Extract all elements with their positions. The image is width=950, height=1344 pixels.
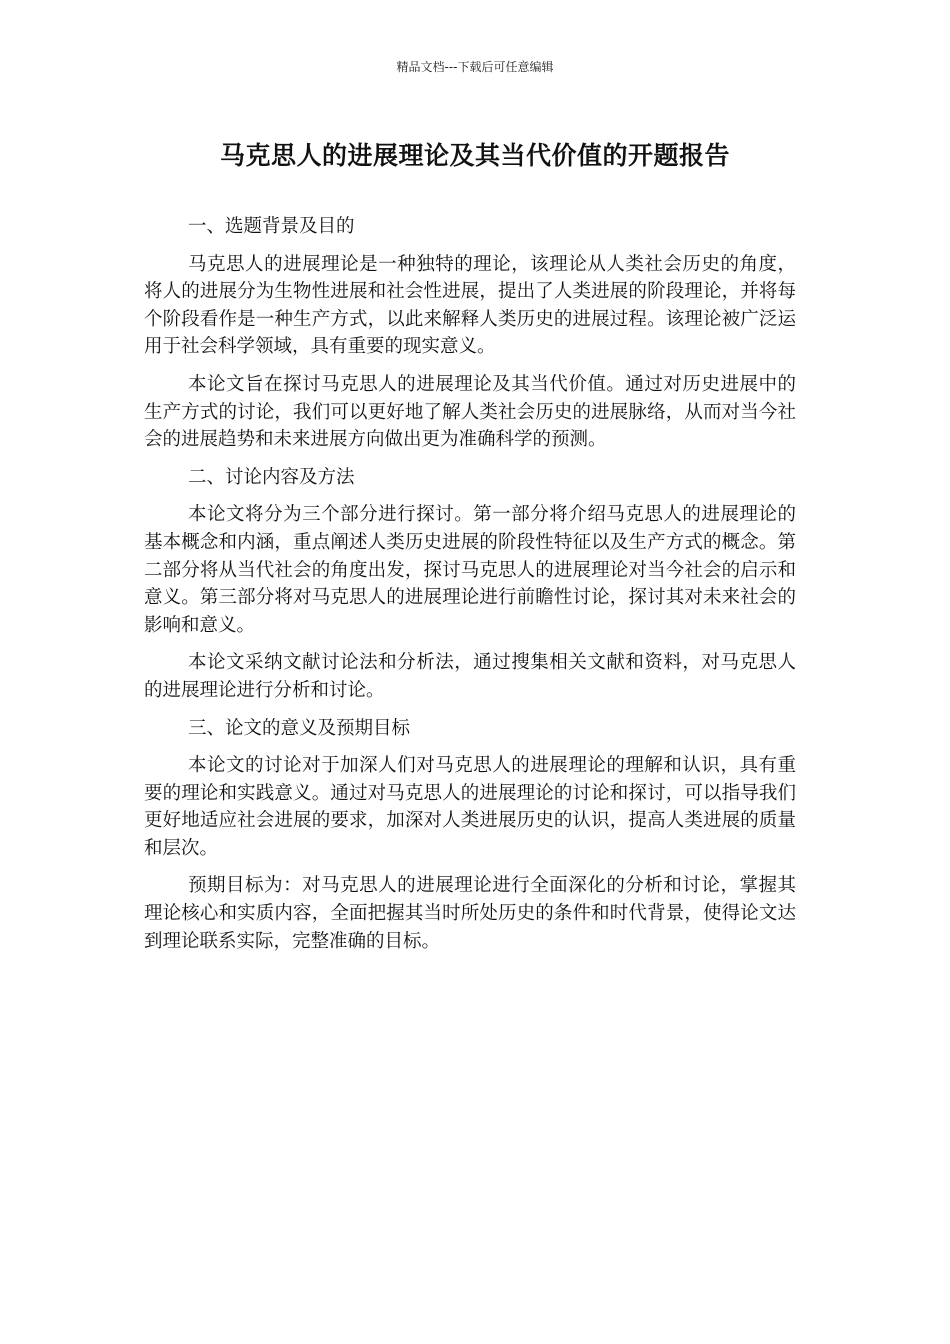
page-header: 精品文档---下载后可任意编辑 [396, 60, 554, 74]
section-heading-content-methods: 二、讨论内容及方法 [188, 466, 355, 488]
section-heading-significance-goals: 三、论文的意义及预期目标 [188, 717, 411, 739]
paragraph: 本论文将分为三个部分进行探讨。第一部分将介绍马克思人的进展理论的基本概念和内涵，重点阐述人类历史进展的阶段性特征以及生产方式的概念。第二部分将从当代社会的角度出发，探讨马克思人的进展理论对当今社会的启示和意义。第三部分将对马克思人的进展理论进行前瞻性讨论，探讨其对未来社会的影响和意义。 [144, 504, 796, 636]
document-title: 马克思人的进展理论及其当代价值的开题报告 [219, 141, 730, 170]
paragraph: 马克思人的进展理论是一种独特的理论，该理论从人类社会历史的角度，将人的进展分为生物性进展和社会性进展，提出了人类进展的阶段理论，并将每个阶段看作是一种生产方式，以此来解释人类历史的进展过程。该理论被广泛运用于社会科学领域，具有重要的现实意义。 [144, 253, 796, 358]
paragraph: 本论文采纳文献讨论法和分析法，通过搜集相关文献和资料，对马克思人的进展理论进行分析和讨论。 [144, 652, 796, 701]
section-heading-background: 一、选题背景及目的 [188, 216, 355, 237]
paragraph: 预期目标为：对马克思人的进展理论进行全面深化的分析和讨论，掌握其理论核心和实质内容，全面把握其当时所处历史的条件和时代背景，使得论文达到理论联系实际，完整准确的目标。 [144, 875, 796, 952]
document-body [144, 213, 796, 965]
paragraph: 本论文旨在探讨马克思人的进展理论及其当代价值。通过对历史进展中的生产方式的讨论，我们可以更好地了解人类社会历史的进展脉络，从而对当今社会的进展趋势和未来进展方向做出更为准确科学的预测。 [144, 373, 796, 451]
paragraph: 本论文的讨论对于加深人们对马克思人的进展理论的理解和认识，具有重要的理论和实践意义。通过对马克思人的进展理论的讨论和探讨，可以指导我们更好地适应社会进展的要求，加深对人类进展历史的认识，提高人类进展的质量和层次。 [144, 755, 796, 859]
